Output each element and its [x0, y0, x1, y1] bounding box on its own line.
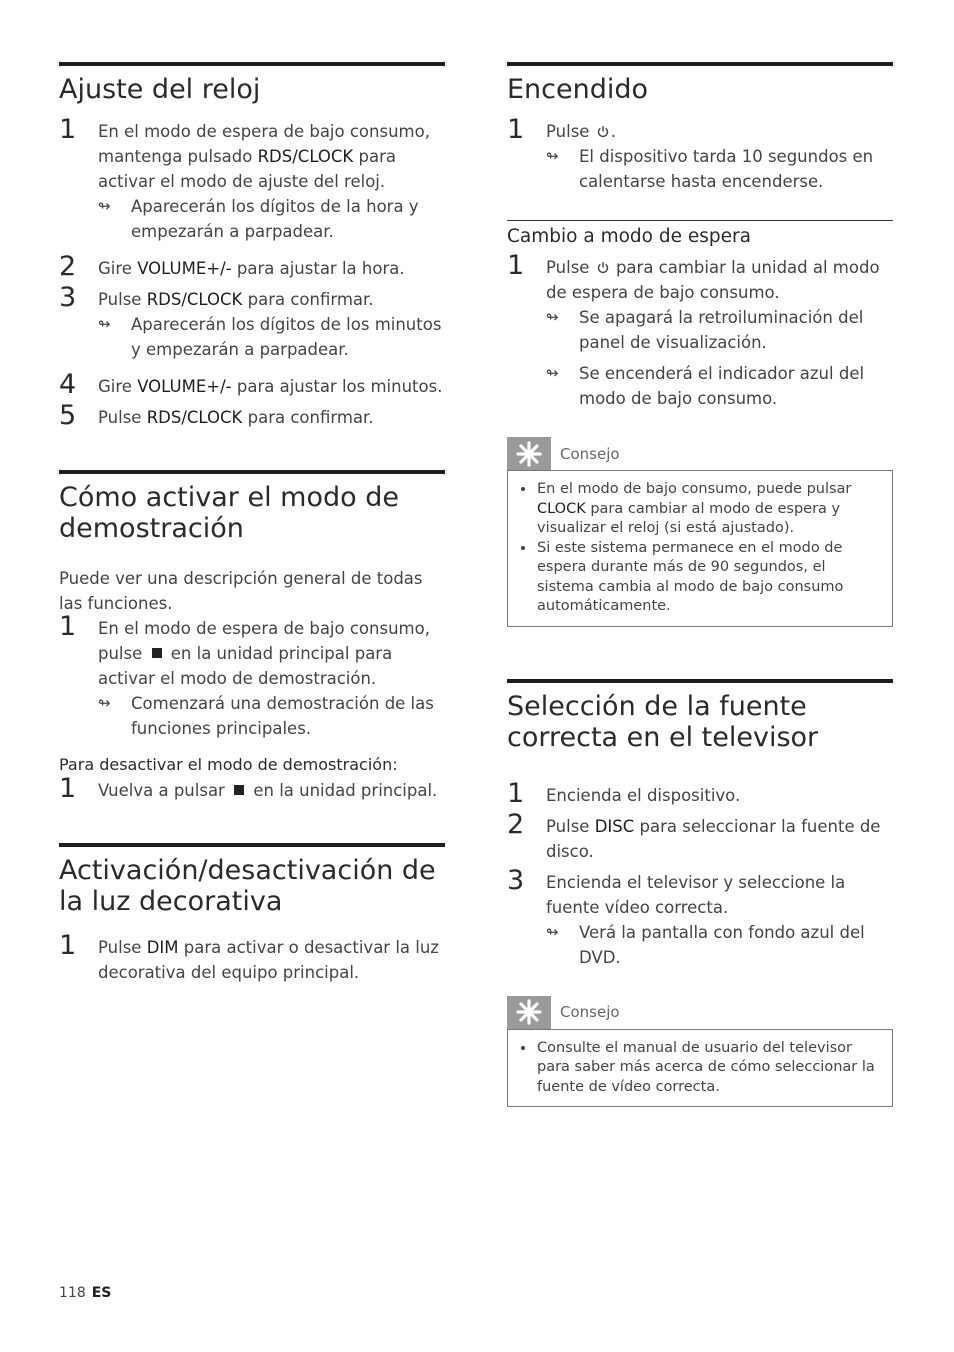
tip-text: En el modo de bajo consumo, puede pulsar — [537, 481, 852, 497]
subsection-title: Cambio a modo de espera — [507, 226, 751, 247]
section-decorative-light — [59, 843, 445, 985]
step-number: 2 — [507, 808, 525, 840]
result-text: Aparecerán los dígitos de la hora y empezarán a parpadear. — [131, 197, 419, 241]
step-text: Pulse — [98, 938, 147, 957]
intro-text: Puede ver una descripción general de todas las funciones. — [59, 569, 423, 613]
result-text: Aparecerán los dígitos de los minutos y empezarán a parpadear. — [131, 315, 442, 359]
step — [59, 773, 445, 804]
step — [59, 611, 445, 741]
step-text: En el modo de espera de bajo consumo, pulse — [98, 619, 430, 663]
step — [507, 864, 893, 970]
step-text: para seleccionar la fuente de disco. — [546, 816, 881, 861]
result-arrow-icon: ↬ — [98, 694, 111, 712]
subheading: Para desactivar el modo de demostración: — [59, 755, 398, 774]
step — [59, 400, 445, 431]
step — [507, 114, 893, 194]
step-result — [98, 691, 445, 741]
key-label: VOLUME+/- — [137, 259, 232, 278]
step — [59, 114, 445, 244]
result-text: Se encenderá el indicador azul del modo de bajo consumo. — [579, 364, 865, 408]
result-text: Verá la pantalla con fondo azul del DVD. — [579, 922, 865, 967]
step-number: 1 — [59, 773, 77, 804]
tip-header — [507, 996, 893, 1029]
key-label: DIM — [146, 938, 179, 957]
step-text: para confirmar. — [242, 408, 374, 427]
tip-asterisk-icon — [507, 437, 551, 470]
step-text: Pulse — [98, 408, 147, 427]
step-text: Pulse — [546, 122, 595, 141]
step-number: 5 — [59, 400, 77, 431]
key-label: RDS/CLOCK — [257, 147, 354, 166]
tip-box — [507, 437, 893, 627]
key-label: RDS/CLOCK — [146, 290, 243, 309]
power-icon — [597, 125, 609, 138]
step-number: 1 — [59, 930, 77, 961]
step — [59, 930, 445, 985]
result-arrow-icon: ↬ — [546, 922, 559, 941]
result-text: Se apagará la retroiluminación del panel de visualización. — [579, 308, 864, 352]
tip-item — [536, 480, 882, 539]
section-demo-mode — [59, 470, 445, 803]
result-arrow-icon: ↬ — [546, 308, 559, 326]
tip-label: Consejo — [560, 1003, 620, 1021]
result-arrow-icon: ↬ — [546, 364, 559, 382]
tip-box — [507, 996, 893, 1108]
stop-icon — [152, 648, 162, 658]
step-number: 1 — [507, 250, 525, 281]
step-text: Pulse — [546, 258, 595, 277]
step-number: 1 — [59, 611, 77, 642]
tip-item: • Si este sistema permanece en el modo de espera durante más de 90 segundos, el sistema cambia al modo de bajo consumo automáticamente. — [536, 539, 882, 617]
step-number: 3 — [507, 864, 525, 896]
step — [59, 282, 445, 362]
step-text: Pulse — [98, 290, 147, 309]
step-result — [546, 305, 893, 355]
step-number: 1 — [507, 114, 525, 145]
page-number: 118 — [59, 1285, 86, 1301]
section-clock-setting — [59, 62, 445, 430]
step-text: para ajustar la hora. — [231, 259, 405, 278]
step-text: Encienda el televisor y seleccione la fuente vídeo correcta. — [546, 872, 846, 917]
step — [507, 777, 893, 809]
step-text: para activar el modo de ajuste del reloj. — [98, 147, 396, 191]
tip-content — [507, 470, 893, 627]
section-power-on — [507, 62, 893, 627]
step-number: 4 — [59, 369, 77, 400]
tip-header — [507, 437, 893, 470]
key-label: VOLUME+/- — [137, 377, 232, 396]
result-text: El dispositivo tarda 10 segundos en calentarse hasta encenderse. — [579, 147, 874, 191]
step — [507, 808, 893, 864]
left-column — [59, 62, 445, 985]
step-text: para ajustar los minutos. — [231, 377, 443, 396]
section-title: Activación/desactivación de la luz decorativa — [59, 855, 436, 917]
step-text: en la unidad principal para activar el modo de demostración. — [98, 644, 393, 688]
step-result — [98, 312, 445, 362]
result-arrow-icon: ↬ — [98, 197, 111, 215]
step — [59, 251, 445, 282]
key-label: RDS/CLOCK — [146, 408, 243, 427]
language-code: ES — [91, 1285, 112, 1301]
result-arrow-icon: ↬ — [98, 315, 111, 333]
step-result — [98, 194, 445, 244]
result-arrow-icon: ↬ — [546, 147, 559, 165]
step-result — [546, 144, 893, 194]
step-text: Gire — [98, 259, 138, 278]
page-footer — [59, 1285, 111, 1301]
tip-item: • Consulte el manual de usuario del televisor para saber más acerca de cómo seleccionar la fuente de vídeo correcta. — [536, 1039, 882, 1098]
step-number: 2 — [59, 251, 77, 282]
tip-content — [507, 1029, 893, 1108]
section-title: Ajuste del reloj — [59, 74, 261, 105]
section-title: Selección de la fuente correcta en el televisor — [507, 690, 819, 753]
step-number: 1 — [59, 114, 77, 145]
step-number: 1 — [507, 777, 525, 809]
step-text: para cambiar la unidad al modo de espera de bajo consumo. — [546, 258, 880, 302]
step-result — [546, 361, 893, 411]
step-text: para confirmar. — [242, 290, 374, 309]
section-tv-source — [507, 679, 893, 1108]
key-label: CLOCK — [537, 500, 586, 517]
step-text: En el modo de espera de bajo consumo, mantenga pulsado — [98, 122, 430, 166]
right-column — [507, 62, 893, 1107]
key-label: DISC — [594, 816, 635, 836]
power-icon — [597, 261, 609, 274]
tip-asterisk-icon — [507, 996, 551, 1029]
step-result — [546, 920, 893, 970]
step-text: para activar o desactivar la luz decorativa del equipo principal. — [98, 938, 439, 982]
step-number: 3 — [59, 282, 77, 313]
step-text: Encienda el dispositivo. — [546, 785, 741, 805]
step-text: . — [610, 122, 616, 141]
step-text: Vuelva a pulsar — [98, 781, 231, 800]
tip-text: para cambiar al modo de espera y visualizar el reloj (si está ajustado). — [537, 500, 841, 536]
section-title: Encendido — [507, 74, 649, 105]
stop-icon — [234, 785, 244, 795]
step-text: Pulse — [546, 816, 595, 836]
section-title: Cómo activar el modo de demostración — [59, 482, 399, 544]
result-text: Comenzará una demostración de las funciones principales. — [131, 694, 434, 738]
subsection-standby — [507, 220, 893, 411]
step — [507, 250, 893, 411]
tip-label: Consejo — [560, 444, 620, 463]
step-text: Gire — [98, 377, 138, 396]
step — [59, 369, 445, 400]
step-text: en la unidad principal. — [248, 781, 438, 800]
